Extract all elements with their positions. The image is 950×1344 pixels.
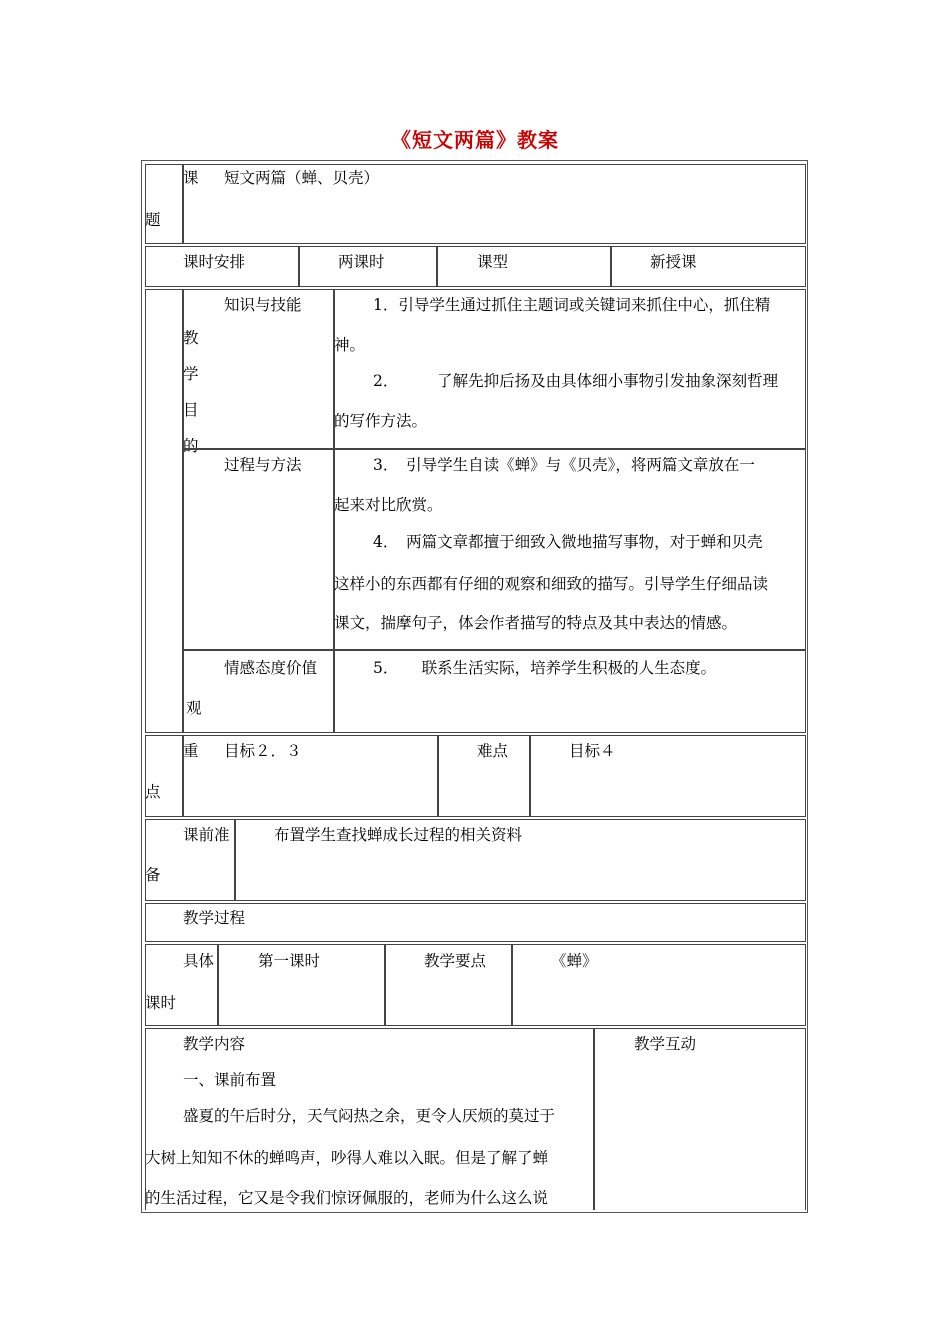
objectives-label-char-4: 的 [183,437,199,455]
lesson-value: 第一课时 [258,952,321,970]
lesson-key-value: 《蝉》 [551,952,598,970]
emotion-label-line-2: 观 [186,699,202,717]
objective-5: 5． 联系生活实际，培养学生积极的人生态度。 [373,659,717,677]
lesson-type-value: 新授课 [650,253,697,271]
difficulty-label: 难点 [477,742,509,760]
schedule-value: 两课时 [338,253,385,271]
process-label-cell [183,449,334,650]
interaction-header: 教学互动 [634,1035,697,1053]
knowledge-label: 知识与技能 [224,296,302,314]
topic-label-char-1: 课 [183,169,199,187]
objective-4-line-2: 这样小的东西都有仔细的观察和细致的描写。引导学生仔细品读 [334,575,769,593]
prep-value: 布置学生查找蝉成长过程的相关资料 [274,826,523,844]
topic-label-char-2: 题 [145,211,161,229]
page-title: 《短文两篇》教案 [391,128,559,152]
section-heading: 一、课前布置 [183,1071,277,1089]
teaching-process-header: 教学过程 [183,909,246,927]
objectives-label-char-3: 目 [183,401,199,419]
key-points-label-char-2: 点 [145,783,161,801]
objective-4-line-3: 课文，揣摩句子，体会作者描写的特点及其中表达的情感。 [334,614,738,632]
paragraph-line-3: 的生活过程，它又是令我们惊讶佩服的，老师为什么这么说 [145,1189,549,1207]
lesson-type-label: 课型 [477,253,509,271]
objective-3-line-1: 3． 引导学生自读《蝉》与《贝壳》，将两篇文章放在一 [373,456,755,474]
objectives-label-char-1: 教 [183,329,199,347]
key-points-label-char-1: 重 [183,742,199,760]
objective-3-line-2: 起来对比欣赏。 [334,496,443,514]
schedule-label: 课时安排 [183,253,246,271]
lesson-key-label: 教学要点 [424,952,487,970]
lesson-type-value-cell [611,246,806,287]
objective-1-line-1: 1．引导学生通过抓住主题词或关键词来抓住中心，抓住精 [373,296,771,314]
topic-label-cell [145,164,183,244]
key-points-value-cell [183,735,438,817]
process-label: 过程与方法 [224,456,302,474]
lesson-label-line-1: 具体 [183,952,215,970]
content-header: 教学内容 [183,1035,246,1053]
difficulty-value: 目标４ [569,742,616,760]
objective-2-line-2: 的写作方法。 [334,412,428,430]
objective-4-line-1: 4． 两篇文章都擅于细致入微地描写事物，对于蝉和贝壳 [373,533,763,551]
paragraph-line-1: 盛夏的午后时分，天气闷热之余，更令人厌烦的莫过于 [183,1107,556,1125]
prep-label-line-2: 备 [145,866,161,884]
paragraph-line-2: 大树上知知不休的蝉鸣声，吵得人难以入眠。但是了解了蝉 [145,1149,549,1167]
key-points-label-cell [145,735,183,817]
key-points-value: 目标２．３ [224,742,302,760]
interaction-cell [594,1028,806,1210]
objective-2-line-1: 2． 了解先抑后扬及由具体细小事物引发抽象深刻哲理 [373,372,779,390]
objectives-label-cell [145,289,183,733]
prep-label-line-1: 课前准 [183,826,230,844]
lesson-type-label-cell [437,246,611,287]
objective-1-line-2: 神。 [334,336,366,354]
objectives-label-char-2: 学 [183,365,199,383]
emotion-label-line-1: 情感态度价值 [224,659,318,677]
topic-value: 短文两篇（蝉、贝壳） [224,169,380,187]
lesson-label-line-2: 课时 [145,994,177,1012]
